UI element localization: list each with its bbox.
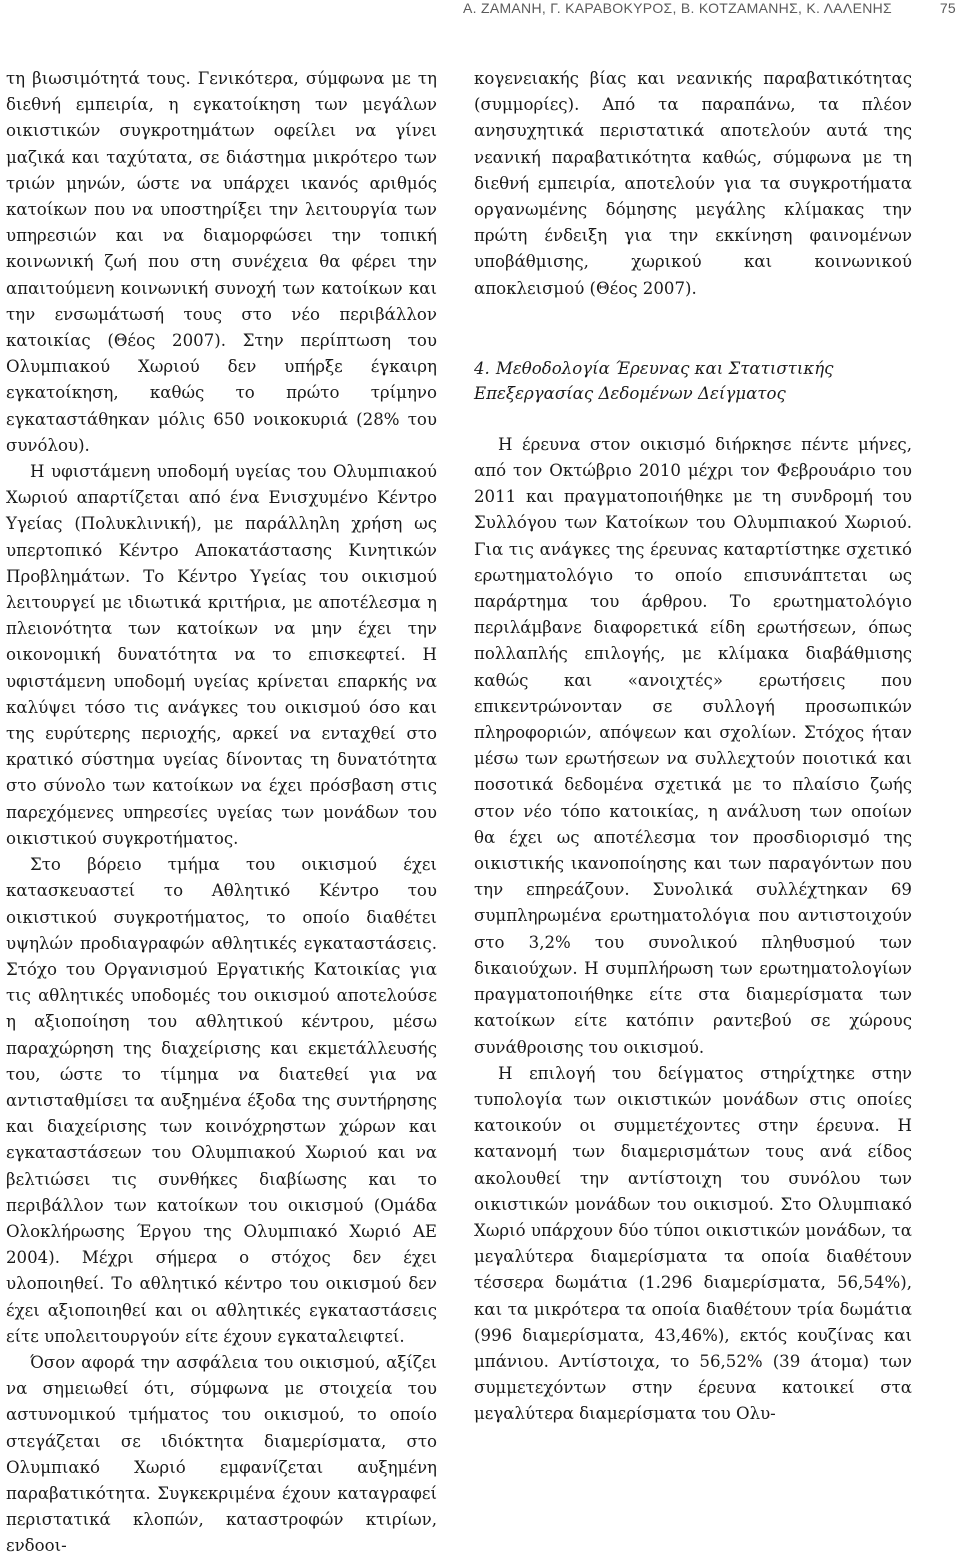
right-column bbox=[474, 66, 912, 1428]
header-authors: Α. ΖΑΜΑΝΗ, Γ. ΚΑΡΑΒΟΚΥΡΟΣ, Β. ΚΟΤΖΑΜΑΝΗΣ, Κ. ΛΑΛΕΝΗΣ bbox=[462, 0, 892, 16]
paragraph-athletic-center: Στο βόρειο τμήμα του οικισμού έχει κατασκευαστεί το Αθλητικό Κέντρο του οικιστικού συγκροτήματος, το οποίο διαθέτει υψηλών προδιαγραφών αθλητικές εγκαταστάσεις. Στόχο του Οργανισμού Εργατικής Κατοικίας για τις αθλητικές υποδομές του οικισμού αποτελούσε η αξιοποίηση του αθλητικού κέντρου, μέσω παραχώρηση της διαχείρισης και εκμετάλλευσής του, ώστε το τίμημα να διατεθεί για να αντισταθμίσει τα αυξημένα έξοδα της συντήρησης και διαχείρισης των κοινόχρηστων χώρων και εγκαταστάσεων του Ολυμπιακού Χωριού και να βελτιώσει τις συνθήκες διαβίωσης και το περιβάλλον των κατοίκων του οικισμού (Ομάδα Ολοκλήρωσης Έργου της Ολυμπιακό Χωριό ΑΕ 2004). Μέχρι σήμερα ο στόχος δεν έχει υλοποιηθεί. Το αθλητικό κέντρο του οικισμού δεν έχει αξιοποιηθεί και οι αθλητικές εγκαταστάσεις είτε υπολειτουργούν είτε έχουν εγκαταλειφτεί. bbox=[6, 855, 437, 1346]
section-title: Μεθοδολογία Έρευνας και Στατιστικής Επεξεργασίας Δεδομένων Δείγματος bbox=[474, 358, 834, 403]
paragraph-safety: Όσον αφορά την ασφάλεια του οικισμού, αξίζει να σημειωθεί ότι, σύμφωνα με στοιχεία του αστυνομικού τμήματος του οικισμού, το οποίο στεγάζεται σε ιδιόκτητα διαμερίσματα, στο Ολυμπιακό Χωριό εμφανίζεται αυξημένη παραβατικότητα. Συγκεκριμένα έχουν καταγραφεί περιστατικά κλοπών, καταστροφών κτιρίων, ενδοοι- bbox=[6, 1352, 437, 1556]
paragraph-continued: τη βιωσιμότητά τους. Γενικότερα, σύμφωνα με τη διεθνή εμπειρία, η εγκατοίκηση των μεγάλων οικιστικών συγκροτημάτων οφείλει να γίνει μαζικά και ταχύτατα, σε διάστημα μικρότερο των τριών μηνών, ώστε να υπάρχει ικανός αριθμός κατοίκων που να υποστηρίξει την λειτουργία των υπηρεσιών και να διαμορφώσει την τοπική κοινωνική ζωή που στη συνέχεια θα φέρει την απαιτούμενη κοινωνική συνοχή των κατοίκων και την ενσωμάτωσή τους στο νέο περιβάλλον κατοικίας (Θέος 2007). Στην περίπτωση του Ολυμπιακού Χωριού δεν υπήρξε έγκαιρη εγκατοίκηση, καθώς το πρώτο τρίμηνο εγκαταστάθηκαν μόλις 650 νοικοκυριά (28% του συνόλου). bbox=[6, 69, 437, 455]
running-header bbox=[0, 0, 960, 28]
left-column bbox=[6, 66, 437, 1560]
paragraph-health-infrastructure: Η υφιστάμενη υποδομή υγείας του Ολυμπιακού Χωριού απαρτίζεται από ένα Ενισχυμένο Κέντρο Υγείας (Πολυκλινική), με παράλληλη χρήση ως υπερτοπικό Κέντρο Αποκατάστασης Κινητικών Προβλημάτων. Το Κέντρο Υγείας του οικισμού λειτουργεί με ιδιωτικά κριτήρια, με αποτέλεσμα η πλειονότητα των κατοίκων να μην έχει την οικονομική δυνατότητα να το επισκεφτεί. Η υφιστάμενη υποδομή υγείας κρίνεται επαρκής να καλύψει τόσο τις ανάγκες του οικισμού όσο και της ευρύτερης περιοχής, αρκεί να ενταχθεί στο κρατικό σύστημα υγείας δίνοντας τη δυνατότητα στο σύνολο των κατοίκων να έχει πρόσβαση στις παρεχόμενες υπηρεσίες υγείας των μονάδων του οικιστικού συγκροτήματος. bbox=[6, 462, 437, 848]
paragraph-continued-right: κογενειακής βίας και νεανικής παραβατικότητας (συμμορίες). Από τα παραπάνω, τα πλέον ανησυχητικά περιστατικά αποτελούν αυτά της νεανική παραβατικότητα καθώς, σύμφωνα με τη διεθνή εμπειρία, αποτελούν για τα συγκροτήματα οργανωμένης δόμησης μεγάλης κλίμακας την πρώτη ένδειξη για την εκκίνηση φαινομένων υποβάθμισης, χωρικού και κοινωνικού αποκλεισμού (Θέος 2007). bbox=[474, 69, 912, 298]
section-heading bbox=[474, 356, 912, 406]
paragraph-methodology: Η έρευνα στον οικισμό διήρκησε πέντε μήνες, από τον Οκτώβριο 2010 μέχρι τον Φεβρουάριο του 2011 και πραγματοποιήθηκε με τη συνδρομή του Συλλόγου των Κατοίκων του Ολυμπιακού Χωριού. Για τις ανάγκες της έρευνας καταρτίστηκε σχετικό ερωτηματολόγιο το οποίο επισυνάπτεται ως παράρτημα του άρθρου. Το ερωτηματολόγιο περιλάμβανε διαφορετικά είδη ερωτήσεων, όπως πολλαπλής επιλογής, με κλίμακα διαβάθμισης καθώς και «ανοιχτές» ερωτήσεις που επικεντρώνονταν σε συλλογή προσωπικών πληροφοριών, απόψεων και σχολίων. Στόχος ήταν μέσω των ερωτήσεων να συλλεχτούν ποιοτικά και ποσοτικά δεδομένα σχετικά με το πλαίσιο ζωής στον νέο τόπο κατοικίας, η ανάλυση των οποίων θα έχει ως αποτέλεσμα τον προσδιορισμό της οικιστικής ικανοποίησης και των παραγόντων που την επηρεάζουν. Συνολικά συλλέχτηκαν 69 συμπληρωμένα ερωτηματολόγια που αντιστοιχούν στο 3,2% του συνολικού πληθυσμού των δικαιούχων. Η συμπλήρωση των ερωτηματολογίων πραγματοποιήθηκε είτε στα διαμερίσματα των κατοίκων είτε κατόπιν ραντεβού σε χώρους συνάθροισης του οικισμού. bbox=[474, 434, 912, 1057]
section-number: 4. bbox=[474, 358, 490, 378]
page-number: 75 bbox=[939, 0, 956, 16]
paragraph-sample: Η επιλογή του δείγματος στηρίχτηκε στην τυπολογία των οικιστικών μονάδων στις οποίες κατοικούν οι συμμετέχοντες στην έρευνα. Η κατανομή των διαμερισμάτων τους ανά είδος ακολουθεί την αντίστοιχη του συνόλου των οικιστικών μονάδων του οικισμού. Στο Ολυμπιακό Χωριό υπάρχουν δύο τύποι οικιστικών μονάδων, τα μεγαλύτερα διαμερίσματα τα οποία διαθέτουν τέσσερα δωμάτια (1.296 διαμερίσματα, 56,54%), και τα μικρότερα τα οποία διαθέτουν τρία δωμάτια (996 διαμερίσματα, 43,46%), εκτός κουζίνας και μπάνιου. Αντίστοιχα, το 56,52% (39 άτομα) των συμμετεχόντων στην έρευνα κατοικεί στα μεγαλύτερα διαμερίσματα του Ολυ- bbox=[474, 1063, 912, 1424]
